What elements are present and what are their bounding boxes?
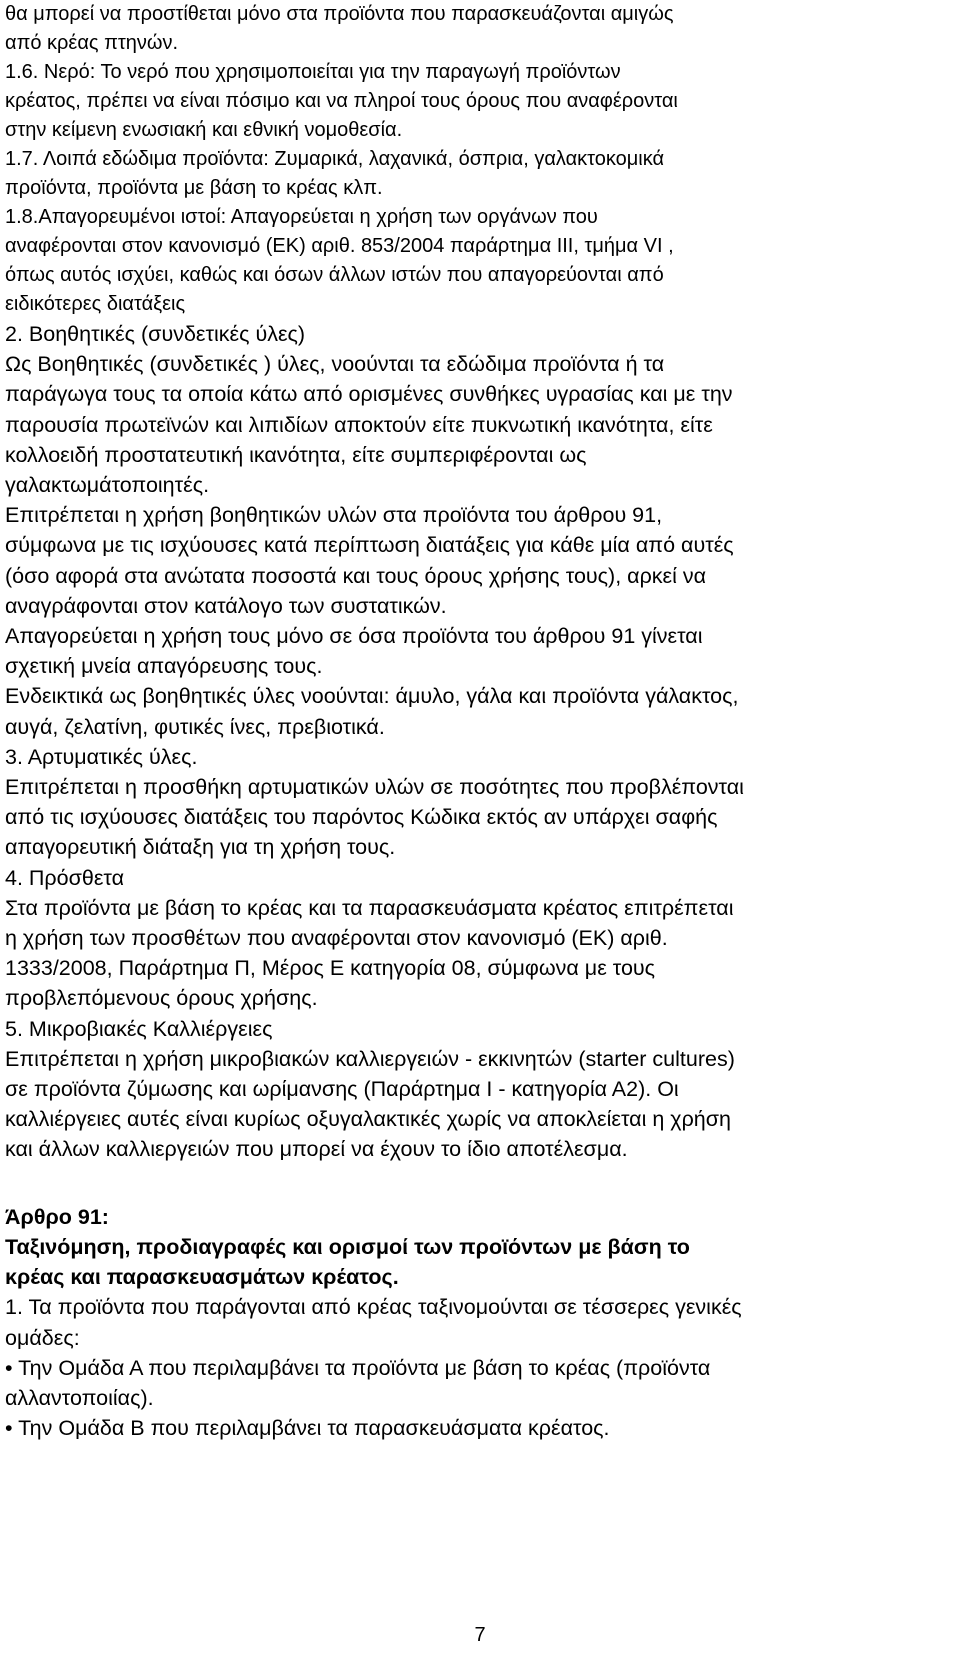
article-title: κρέας και παρασκευασμάτων κρέατος. xyxy=(5,1265,399,1290)
text-line: προβλεπόμενους όρους χρήσης. xyxy=(5,986,318,1011)
section-heading-binders: 2. Βοηθητικές (συνδετικές ύλες) xyxy=(5,322,306,346)
text-line: 1333/2008, Παράρτημα Π, Μέρος Ε κατηγορία 08, σύμφωνα με τους xyxy=(5,956,656,981)
section-heading-additives: 4. Πρόσθετα xyxy=(5,865,125,890)
article-heading: Άρθρο 91: xyxy=(5,1204,109,1229)
paragraph-gap xyxy=(5,1165,935,1202)
text-line: αναφέρονται στον κανονισμό (ΕΚ) αριθ. 853/2004 παράρτημα III, τμήμα VI , xyxy=(5,235,674,257)
section-heading-seasonings: 3. Αρτυματικές ύλες. xyxy=(5,744,198,769)
text-line: αυγά, ζελατίνη, φυτικές ίνες, πρεβιοτικά. xyxy=(5,714,385,739)
text-line: κρέατος, πρέπει να είναι πόσιμο και να πληροί τους όρους που αναφέρονται xyxy=(5,90,678,112)
text-line: (όσο αφορά στα ανώτατα ποσοστά και τους όρους χρήσης τους), αρκεί να xyxy=(5,563,707,588)
text-line: ομάδες: xyxy=(5,1325,80,1350)
text-line: απαγορευτική διάταξη για τη χρήση τους. xyxy=(5,835,396,860)
text-line: αλλαντοποιίας). xyxy=(5,1385,154,1410)
text-line: σε προϊόντα ζύμωσης και ωρίμανσης (Παράρτημα Ι - κατηγορία Α2). Οι xyxy=(5,1077,679,1102)
text-line: Επιτρέπεται η χρήση βοηθητικών υλών στα προϊόντα του άρθρου 91, xyxy=(5,503,663,528)
section-heading-prohibited-tissues: 1.8.Απαγορευμένοι ιστοί: Απαγορεύεται η χρήση των οργάνων που xyxy=(5,206,598,228)
section-heading-other-foods: 1.7. Λοιπά εδώδιμα προϊόντα: Ζυμαρικά, λαχανικά, όσπρια, γαλακτοκομικά xyxy=(5,148,665,170)
text-line: κολλοειδή προστατευτική ικανότητα, είτε συμπεριφέρονται ως xyxy=(5,442,587,467)
text-line: Ως Βοηθητικές (συνδετικές ) ύλες, νοούνται τα εδώδιμα προϊόντα ή τα xyxy=(5,352,665,377)
document-body xyxy=(5,0,935,1443)
text-line: και άλλων καλλιεργειών που μπορεί να έχουν το ίδιο αποτέλεσμα. xyxy=(5,1137,628,1162)
text-line: 1. Τα προϊόντα που παράγονται από κρέας ταξινομούνται σε τέσσερες γενικές xyxy=(5,1295,742,1320)
text-line: Ενδεικτικά ως βοηθητικές ύλες νοούνται: άμυλο, γάλα και προϊόντα γάλακτος, xyxy=(5,684,739,709)
bullet-item: • Την Ομάδα Β που περιλαμβάνει τα παρασκευάσματα κρέατος. xyxy=(5,1416,610,1441)
article-title: Ταξινόμηση, προδιαγραφές και ορισμοί των προϊόντων με βάση το xyxy=(5,1234,690,1259)
text-line: αναγράφονται στον κατάλογο των συστατικών. xyxy=(5,593,447,618)
section-heading-water: 1.6. Νερό: Το νερό που χρησιμοποιείται για την παραγωγή προϊόντων xyxy=(5,61,621,83)
text-line: καλλιέργειες αυτές είναι κυρίως οξυγαλακτικές χωρίς να αποκλείεται η χρήση xyxy=(5,1107,731,1132)
text-line: γαλακτωμάτοποιητές. xyxy=(5,473,210,498)
text-line: από κρέας πτηνών. xyxy=(5,32,179,54)
text-line: Απαγορεύεται η χρήση τους μόνο σε όσα προϊόντα του άρθρου 91 γίνεται xyxy=(5,624,703,649)
text-line: παρουσία πρωτεϊνών και λιπιδίων αποκτούν είτε πυκνωτική ικανότητα, είτε xyxy=(5,412,713,437)
text-line: παράγωγα τους τα οποία κάτω από ορισμένες συνθήκες υγρασίας και με την xyxy=(5,382,733,407)
text-line: σχετική μνεία απαγόρευσης τους. xyxy=(5,654,323,679)
text-line: όπως αυτός ισχύει, καθώς και όσων άλλων ιστών που απαγορεύονται από xyxy=(5,264,664,286)
text-line: ειδικότερες διατάξεις xyxy=(5,293,186,315)
text-line: Στα προϊόντα με βάση το κρέας και τα παρασκευάσματα κρέατος επιτρέπεται xyxy=(5,895,734,920)
text-line: στην κείμενη ενωσιακή και εθνική νομοθεσία. xyxy=(5,119,403,141)
text-line: Επιτρέπεται η χρήση μικροβιακών καλλιεργειών - εκκινητών (starter cultures) xyxy=(5,1046,735,1071)
text-line: Επιτρέπεται η προσθήκη αρτυματικών υλών σε ποσότητες που προβλέπονται xyxy=(5,775,744,800)
text-line: η χρήση των προσθέτων που αναφέρονται στον κανονισμό (ΕΚ) αριθ. xyxy=(5,926,668,951)
bullet-item: • Την Ομάδα Α που περιλαμβάνει τα προϊόντα με βάση το κρέας (προϊόντα xyxy=(5,1355,711,1380)
text-line: θα μπορεί να προστίθεται μόνο στα προϊόντα που παρασκευάζονται αμιγώς xyxy=(5,3,674,25)
text-line: προϊόντα, προϊόντα με βάση το κρέας κλπ. xyxy=(5,177,383,199)
page-number: 7 xyxy=(474,1624,486,1646)
text-line: από τις ισχύουσες διατάξεις του παρόντος Κώδικα εκτός αν υπάρχει σαφής xyxy=(5,805,718,830)
text-line: σύμφωνα με τις ισχύουσες κατά περίπτωση διατάξεις για κάθε μία από αυτές xyxy=(5,533,734,558)
section-heading-cultures: 5. Μικροβιακές Καλλιέργειες xyxy=(5,1016,273,1041)
